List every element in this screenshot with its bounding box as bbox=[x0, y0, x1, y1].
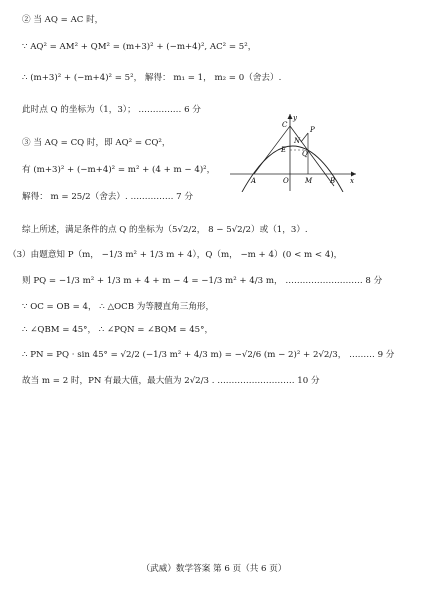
line-summary: 综上所述，满足条件的点 Q 的坐标为（5√2/2， 8 − 5√2/2）或（1，3）. bbox=[22, 225, 308, 235]
line-case-3: ③ 当 AQ = CQ 时，即 AQ² = CQ²， bbox=[22, 138, 171, 148]
label-a: A bbox=[251, 177, 257, 185]
parabola-curve bbox=[242, 146, 343, 192]
line-pq: 则 PQ = −1/3 m² + 1/3 m + 4 + m − 4 = −1/3 m² + 4/3 m， ……………………… 8 分 bbox=[22, 276, 383, 286]
label-o: O bbox=[283, 177, 289, 185]
line-part-3: （3）由题意知 P（m， −1/3 m² + 1/3 m + 4），Q（m， −m + 4）(0 < m < 4)， bbox=[8, 250, 343, 260]
line-ocb: ∵ OC = OB = 4， ∴ △OCB 为等腰直角三角形， bbox=[22, 302, 215, 312]
line-aq-squared: ∵ AQ² = AM² + QM² = (m+3)² + (−m+4)², AC² = 5²， bbox=[22, 42, 257, 52]
label-m: M bbox=[305, 177, 313, 185]
label-q: Q bbox=[302, 150, 308, 158]
line-solve-m-3: 解得： m = 25/2（舍去）. …………… 7 分 bbox=[22, 192, 193, 202]
label-b: B bbox=[330, 177, 336, 185]
y-axis-arrow bbox=[288, 114, 293, 119]
page-footer: （武威）数学答案 第 6 页（共 6 页） bbox=[141, 564, 287, 574]
label-p: P bbox=[310, 126, 315, 134]
label-n: N bbox=[294, 137, 301, 145]
line-max: 故当 m = 2 时，PN 有最大值，最大值为 2√2/3 . ……………………… 10 分 bbox=[22, 376, 320, 386]
line-pn: ∴ PN = PQ · sin 45° = √2/2 (−1/3 m² + 4/3 m) = −√2/6 (m − 2)² + 2√2/3， ……… 9 分 bbox=[22, 350, 395, 360]
line-point-q-1: 此时点 Q 的坐标为（1，3）； …………… 6 分 bbox=[22, 105, 201, 115]
line-angles: ∴ ∠QBM = 45°， ∴ ∠PQN = ∠BQM = 45°， bbox=[22, 325, 214, 335]
line-equation-3: 有 (m+3)² + (−m+4)² = m² + (4 + m − 4)²， bbox=[22, 165, 216, 175]
label-e: E bbox=[281, 146, 287, 154]
x-axis-arrow bbox=[351, 172, 356, 177]
line-case-2: ② 当 AQ = AC 时， bbox=[22, 15, 104, 25]
parabola-figure bbox=[230, 112, 358, 192]
label-y: y bbox=[293, 114, 297, 122]
label-x: x bbox=[350, 177, 354, 185]
line-solve-m: ∴ (m+3)² + (−m+4)² = 5²， 解得： m₁ = 1， m₂ = 0（舍去）. bbox=[22, 73, 282, 83]
line-pn-seg bbox=[301, 133, 308, 142]
label-c: C bbox=[282, 121, 288, 129]
